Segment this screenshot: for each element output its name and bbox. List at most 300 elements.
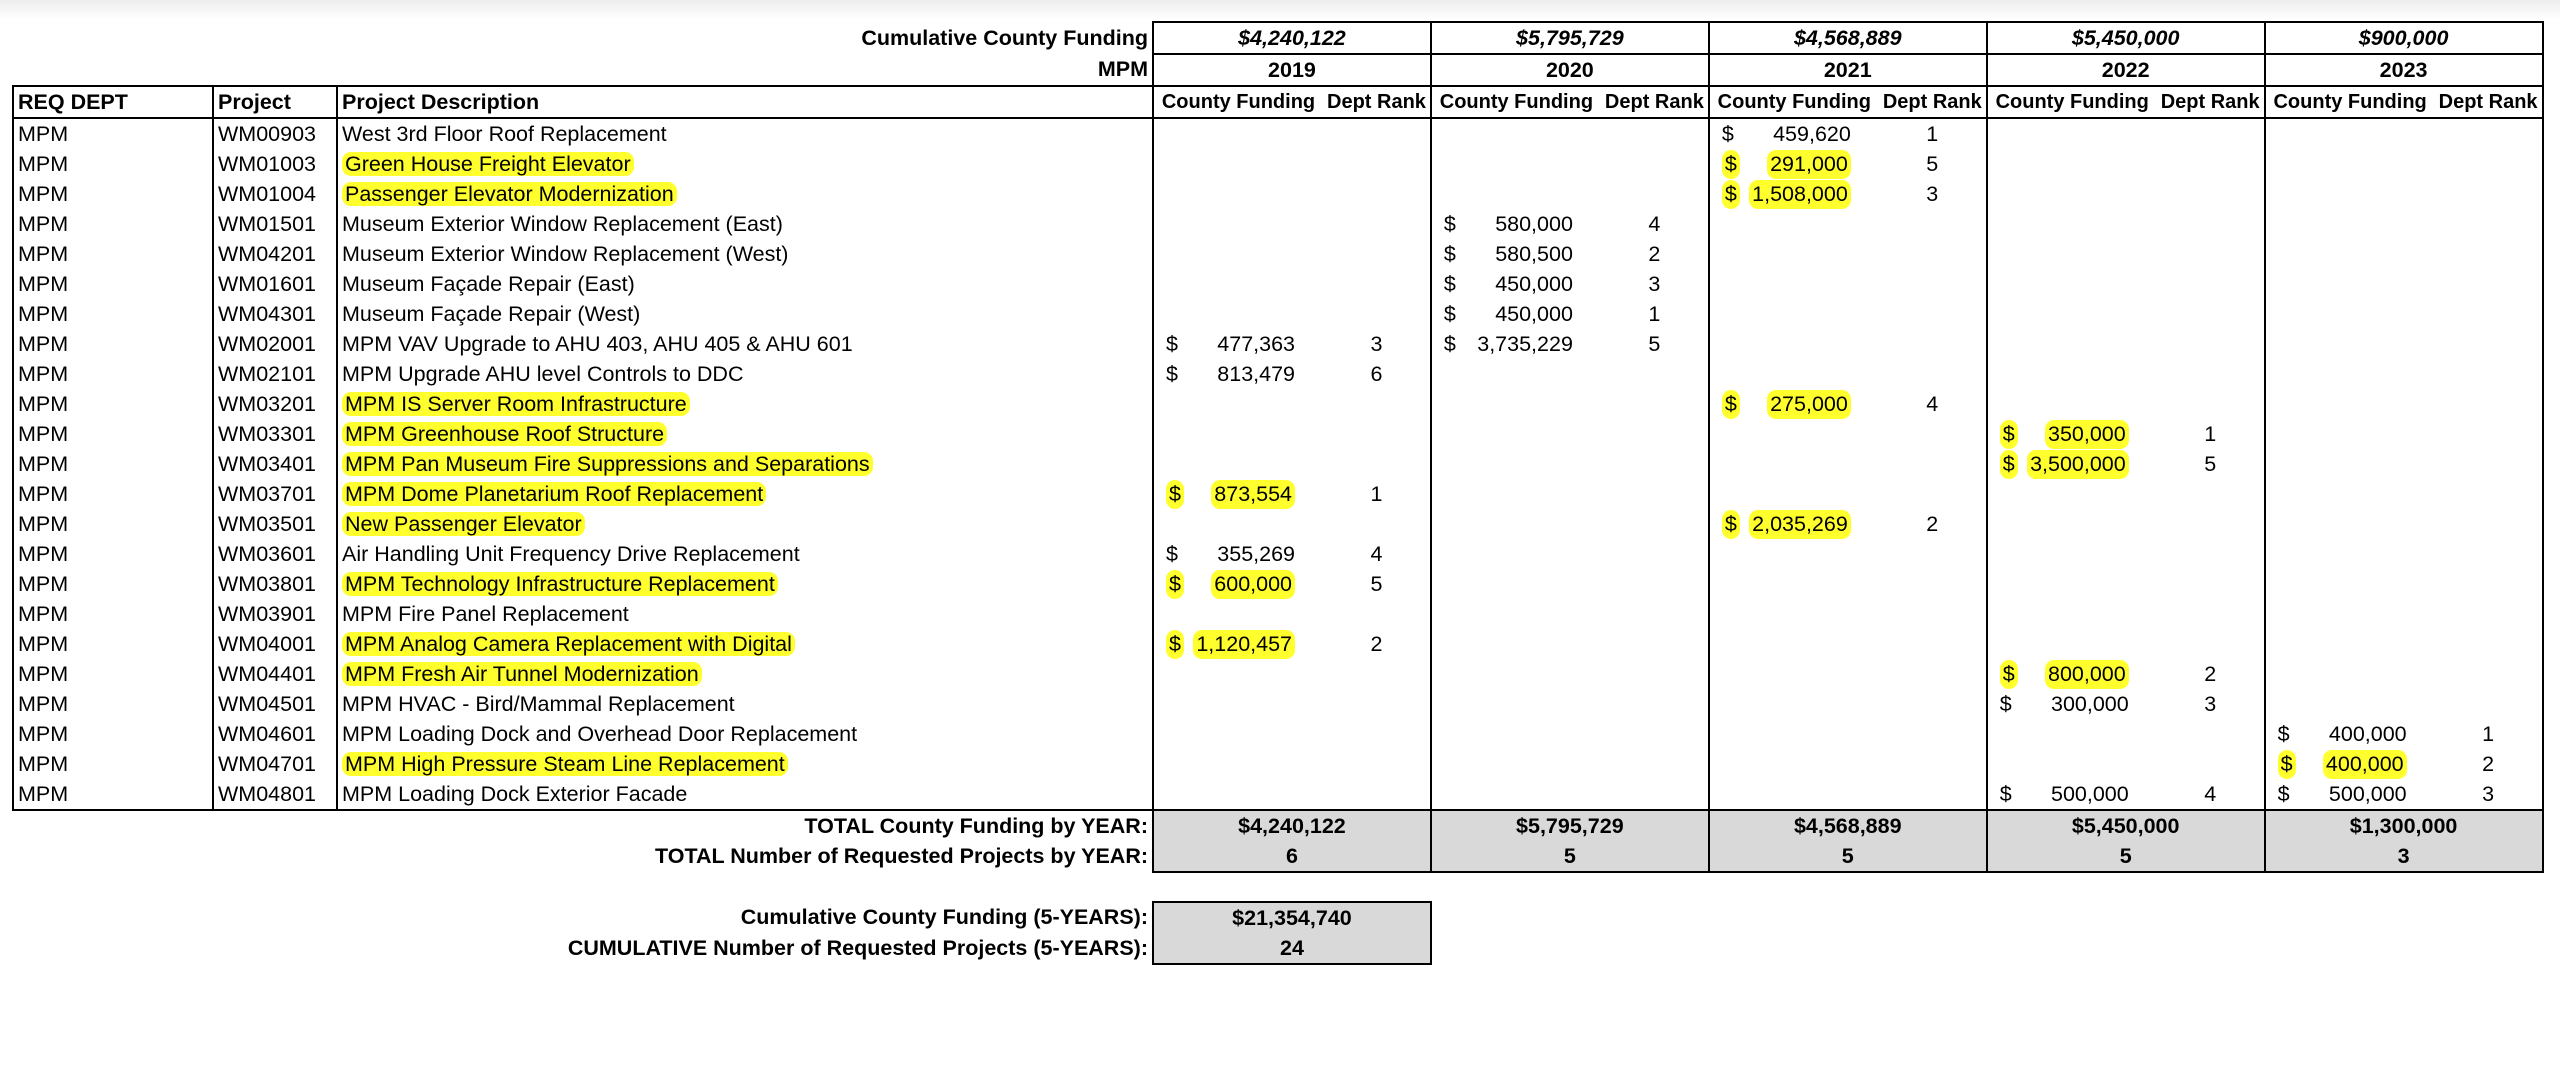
county-funding-cell xyxy=(2265,539,2435,569)
dept-rank-cell xyxy=(2157,149,2265,179)
project-description-text: MPM IS Server Room Infrastructure xyxy=(342,392,690,416)
county-funding-cell xyxy=(1709,479,1879,509)
total-count-row xyxy=(13,841,2543,872)
dept-rank-cell xyxy=(2435,179,2543,209)
table-row xyxy=(13,239,2543,269)
table-row xyxy=(13,149,2543,179)
project-description-text: MPM Upgrade AHU level Controls to DDC xyxy=(342,361,744,386)
dept-rank-cell xyxy=(2435,449,2543,479)
table-row xyxy=(13,329,2543,359)
dept-rank-cell xyxy=(1601,389,1709,419)
dept-rank-cell xyxy=(1879,749,1987,779)
project-description-text: Museum Exterior Window Replacement (East) xyxy=(342,211,783,236)
dept-rank-cell xyxy=(2157,749,2265,779)
dept-rank-cell: 4 xyxy=(1601,209,1709,239)
dept-rank-cell xyxy=(1601,419,1709,449)
dept-rank-cell xyxy=(1601,749,1709,779)
county-funding-cell xyxy=(1153,509,1323,539)
project-description-cell xyxy=(337,209,1153,239)
dept-rank-cell xyxy=(1879,449,1987,479)
table-row xyxy=(13,539,2543,569)
project-id-cell: WM01004 xyxy=(213,179,337,209)
dept-rank-cell xyxy=(1323,419,1431,449)
project-description-cell xyxy=(337,629,1153,659)
table-row xyxy=(13,509,2543,539)
year-header-row xyxy=(13,54,2543,86)
total-count-2020: 5 xyxy=(1431,841,1709,872)
project-description-cell xyxy=(337,749,1153,779)
currency-symbol: $ xyxy=(1443,241,1456,266)
project-id-cell: WM01601 xyxy=(213,269,337,299)
total-funding-2019: $4,240,122 xyxy=(1153,810,1431,841)
county-funding-cell xyxy=(2265,599,2435,629)
county-funding-cell xyxy=(1987,149,2157,179)
total-count-label: TOTAL Number of Requested Projects by YEAR: xyxy=(13,841,1153,872)
dept-rank-cell: 4 xyxy=(2157,779,2265,810)
dept-rank-cell xyxy=(2157,599,2265,629)
dept-rank-cell xyxy=(2435,629,2543,659)
dept-rank-cell xyxy=(2157,509,2265,539)
county-funding-cell xyxy=(1431,569,1601,599)
col-req-dept: REQ DEPT xyxy=(13,86,213,118)
dept-rank-cell xyxy=(1601,118,1709,149)
dept-rank-cell xyxy=(2435,659,2543,689)
currency-symbol: $ xyxy=(1722,510,1740,539)
county-funding-cell xyxy=(1153,209,1323,239)
county-funding-cell xyxy=(1709,149,1879,179)
county-funding-cell xyxy=(1709,359,1879,389)
project-description-text: MPM Fresh Air Tunnel Modernization xyxy=(342,662,702,686)
county-funding-cell xyxy=(1431,719,1601,749)
project-description-cell xyxy=(337,719,1153,749)
county-funding-cell xyxy=(1709,269,1879,299)
dept-rank-cell xyxy=(1879,599,1987,629)
table-row xyxy=(13,359,2543,389)
req-dept-cell: MPM xyxy=(13,599,213,629)
dept-rank-cell: 1 xyxy=(1879,118,1987,149)
dept-rank-cell xyxy=(1323,118,1431,149)
dept-rank-cell xyxy=(1601,359,1709,389)
county-funding-cell xyxy=(2265,329,2435,359)
county-funding-cell xyxy=(1987,689,2157,719)
dept-rank-cell xyxy=(2435,118,2543,149)
cumulative-funding-value: $21,354,740 xyxy=(1153,902,1431,933)
project-id-cell: WM03501 xyxy=(213,509,337,539)
dept-rank-cell: 2 xyxy=(1879,509,1987,539)
currency-symbol: $ xyxy=(1999,781,2012,806)
county-funding-cell xyxy=(1431,329,1601,359)
table-row xyxy=(13,209,2543,239)
county-funding-cell xyxy=(1431,659,1601,689)
county-funding-cell xyxy=(1987,269,2157,299)
funding-amount: 477,363 xyxy=(1217,331,1295,356)
dept-rank-cell: 2 xyxy=(2435,749,2543,779)
dept-rank-cell xyxy=(1879,239,1987,269)
county-funding-cell xyxy=(1987,479,2157,509)
project-description-cell xyxy=(337,299,1153,329)
county-funding-cell xyxy=(1709,509,1879,539)
req-dept-cell: MPM xyxy=(13,779,213,810)
county-funding-cell xyxy=(1987,719,2157,749)
dept-rank-cell: 6 xyxy=(1323,359,1431,389)
county-funding-cell xyxy=(2265,479,2435,509)
col-county-funding-2022: County Funding xyxy=(1987,86,2157,118)
county-funding-cell xyxy=(1709,239,1879,269)
project-id-cell: WM04601 xyxy=(213,719,337,749)
dept-rank-cell xyxy=(1879,359,1987,389)
table-row xyxy=(13,179,2543,209)
county-funding-cell xyxy=(1987,569,2157,599)
dept-rank-cell xyxy=(2157,239,2265,269)
currency-symbol: $ xyxy=(1999,691,2012,716)
dept-rank-cell xyxy=(2157,719,2265,749)
dept-rank-cell xyxy=(2157,329,2265,359)
req-dept-cell: MPM xyxy=(13,719,213,749)
county-funding-cell xyxy=(1709,329,1879,359)
project-description-cell xyxy=(337,419,1153,449)
table-row xyxy=(13,269,2543,299)
currency-symbol: $ xyxy=(1443,301,1456,326)
county-funding-cell xyxy=(1987,209,2157,239)
project-description-cell xyxy=(337,359,1153,389)
total-funding-row xyxy=(13,810,2543,841)
county-funding-cell xyxy=(2265,149,2435,179)
dept-rank-cell xyxy=(1879,419,1987,449)
col-dept-rank-2021: Dept Rank xyxy=(1879,86,1987,118)
project-description-cell xyxy=(337,599,1153,629)
table-row xyxy=(13,689,2543,719)
currency-symbol: $ xyxy=(2000,450,2018,479)
currency-symbol: $ xyxy=(1721,121,1734,146)
dept-rank-cell: 1 xyxy=(1323,479,1431,509)
dept-rank-cell: 1 xyxy=(2435,719,2543,749)
dept-rank-cell xyxy=(1601,569,1709,599)
dept-rank-cell xyxy=(1601,479,1709,509)
table-row xyxy=(13,779,2543,810)
req-dept-cell: MPM xyxy=(13,149,213,179)
table-row xyxy=(13,118,2543,149)
req-dept-cell: MPM xyxy=(13,509,213,539)
project-id-cell: WM03601 xyxy=(213,539,337,569)
project-id-cell: WM03901 xyxy=(213,599,337,629)
county-funding-cell xyxy=(2265,359,2435,389)
county-funding-cell xyxy=(1431,118,1601,149)
req-dept-cell: MPM xyxy=(13,659,213,689)
county-funding-cell xyxy=(1709,539,1879,569)
funding-amount: 813,479 xyxy=(1217,361,1295,386)
project-description-text: West 3rd Floor Roof Replacement xyxy=(342,121,667,146)
project-description-cell xyxy=(337,569,1153,599)
county-funding-cell xyxy=(1987,118,2157,149)
county-funding-cell xyxy=(1431,179,1601,209)
cumulative-label: Cumulative County Funding xyxy=(13,22,1153,54)
cumulative-count-row xyxy=(13,933,2543,964)
county-funding-cell xyxy=(1153,389,1323,419)
county-funding-cell xyxy=(1431,479,1601,509)
dept-rank-cell xyxy=(1879,629,1987,659)
project-description-cell xyxy=(337,509,1153,539)
county-funding-cell xyxy=(1153,179,1323,209)
project-description-text: MPM Fire Panel Replacement xyxy=(342,601,629,626)
total-count-2021: 5 xyxy=(1709,841,1987,872)
table-row xyxy=(13,719,2543,749)
county-funding-cell xyxy=(2265,179,2435,209)
county-funding-cell xyxy=(1987,629,2157,659)
county-funding-cell xyxy=(1431,419,1601,449)
county-funding-cell xyxy=(2265,749,2435,779)
req-dept-cell: MPM xyxy=(13,179,213,209)
funding-amount: 459,620 xyxy=(1773,121,1851,146)
dept-rank-cell xyxy=(2435,209,2543,239)
county-funding-cell xyxy=(1431,389,1601,419)
dept-rank-cell xyxy=(1323,299,1431,329)
county-funding-cell xyxy=(1709,719,1879,749)
currency-symbol: $ xyxy=(2278,750,2296,779)
funding-amount: 1,120,457 xyxy=(1193,630,1295,659)
currency-symbol: $ xyxy=(1166,331,1178,356)
county-funding-cell xyxy=(1153,239,1323,269)
county-funding-cell xyxy=(1431,599,1601,629)
county-funding-cell xyxy=(1987,239,2157,269)
dept-rank-cell: 3 xyxy=(2435,779,2543,810)
dept-rank-cell: 4 xyxy=(1323,539,1431,569)
dept-rank-cell xyxy=(2157,479,2265,509)
req-dept-cell: MPM xyxy=(13,449,213,479)
project-id-cell: WM01003 xyxy=(213,149,337,179)
cumulative-2023: $900,000 xyxy=(2265,22,2543,54)
dept-rank-cell xyxy=(2435,479,2543,509)
county-funding-cell xyxy=(1153,479,1323,509)
currency-symbol: $ xyxy=(1443,331,1456,356)
year-2021: 2021 xyxy=(1709,54,1987,86)
county-funding-cell xyxy=(1709,749,1879,779)
dept-rank-cell xyxy=(2157,118,2265,149)
col-dept-rank-2020: Dept Rank xyxy=(1601,86,1709,118)
table-row xyxy=(13,659,2543,689)
county-funding-cell xyxy=(1153,779,1323,810)
project-description-text: MPM Loading Dock and Overhead Door Replacement xyxy=(342,721,858,746)
dept-rank-cell xyxy=(1323,209,1431,239)
county-funding-cell xyxy=(1709,299,1879,329)
county-funding-cell xyxy=(2265,419,2435,449)
dept-rank-cell xyxy=(2157,389,2265,419)
county-funding-cell xyxy=(1431,749,1601,779)
project-description-text: MPM HVAC - Bird/Mammal Replacement xyxy=(342,691,735,716)
col-county-funding-2023: County Funding xyxy=(2265,86,2435,118)
county-funding-cell xyxy=(1153,269,1323,299)
dept-rank-cell: 2 xyxy=(1601,239,1709,269)
project-id-cell: WM04701 xyxy=(213,749,337,779)
dept-rank-cell xyxy=(2435,149,2543,179)
project-description-cell xyxy=(337,449,1153,479)
dept-rank-cell xyxy=(2435,419,2543,449)
project-id-cell: WM01501 xyxy=(213,209,337,239)
total-funding-2022: $5,450,000 xyxy=(1987,810,2265,841)
project-description-cell xyxy=(337,689,1153,719)
county-funding-cell xyxy=(2265,449,2435,479)
funding-amount: 500,000 xyxy=(2328,781,2407,806)
currency-symbol: $ xyxy=(1722,150,1740,179)
funding-amount: 2,035,269 xyxy=(1749,510,1851,539)
dept-rank-cell: 5 xyxy=(1601,329,1709,359)
project-id-cell: WM02001 xyxy=(213,329,337,359)
req-dept-cell: MPM xyxy=(13,629,213,659)
county-funding-cell xyxy=(1709,209,1879,239)
county-funding-cell xyxy=(1709,629,1879,659)
county-funding-cell xyxy=(1431,539,1601,569)
county-funding-cell xyxy=(2265,269,2435,299)
total-funding-2023: $1,300,000 xyxy=(2265,810,2543,841)
currency-symbol: $ xyxy=(2277,781,2290,806)
project-id-cell: WM03801 xyxy=(213,569,337,599)
cumulative-count-value: 24 xyxy=(1153,933,1431,964)
table-row xyxy=(13,419,2543,449)
county-funding-cell xyxy=(1987,179,2157,209)
dept-rank-cell xyxy=(2435,299,2543,329)
county-funding-cell xyxy=(1431,239,1601,269)
funding-table xyxy=(12,21,2544,965)
county-funding-cell xyxy=(1987,539,2157,569)
currency-symbol: $ xyxy=(1722,390,1740,419)
dept-rank-cell xyxy=(1879,779,1987,810)
funding-amount: 300,000 xyxy=(2051,691,2129,716)
dept-rank-cell: 2 xyxy=(2157,659,2265,689)
dept-rank-cell: 3 xyxy=(2157,689,2265,719)
dept-rank-cell: 4 xyxy=(1879,389,1987,419)
county-funding-cell xyxy=(2265,689,2435,719)
county-funding-cell xyxy=(1709,389,1879,419)
dept-rank-cell xyxy=(1601,779,1709,810)
dept-rank-cell xyxy=(2157,299,2265,329)
col-dept-rank-2019: Dept Rank xyxy=(1323,86,1431,118)
dept-rank-cell xyxy=(2435,389,2543,419)
county-funding-cell xyxy=(1431,449,1601,479)
county-funding-cell xyxy=(1431,689,1601,719)
county-funding-cell xyxy=(2265,118,2435,149)
funding-amount: 873,554 xyxy=(1211,480,1295,509)
dept-rank-cell: 3 xyxy=(1879,179,1987,209)
project-description-text: MPM VAV Upgrade to AHU 403, AHU 405 & AHU 601 xyxy=(342,331,853,356)
dept-rank-cell: 1 xyxy=(2157,419,2265,449)
county-funding-cell xyxy=(1153,419,1323,449)
req-dept-cell: MPM xyxy=(13,239,213,269)
project-description-text: Museum Façade Repair (East) xyxy=(342,271,635,296)
project-description-cell xyxy=(337,269,1153,299)
currency-symbol: $ xyxy=(2000,660,2018,689)
table-row xyxy=(13,629,2543,659)
project-description-text: MPM Greenhouse Roof Structure xyxy=(342,422,667,446)
dept-rank-cell xyxy=(1879,299,1987,329)
funding-amount: 400,000 xyxy=(2328,721,2407,746)
table-row xyxy=(13,599,2543,629)
county-funding-cell xyxy=(1153,149,1323,179)
req-dept-cell: MPM xyxy=(13,539,213,569)
project-id-cell: WM03701 xyxy=(213,479,337,509)
dept-rank-cell xyxy=(1879,329,1987,359)
county-funding-cell xyxy=(1987,329,2157,359)
spacer-row xyxy=(13,872,2543,902)
dept-rank-cell: 5 xyxy=(1323,569,1431,599)
req-dept-cell: MPM xyxy=(13,479,213,509)
county-funding-cell xyxy=(1709,419,1879,449)
county-funding-cell xyxy=(1431,779,1601,810)
project-id-cell: WM04801 xyxy=(213,779,337,810)
project-description-text: MPM High Pressure Steam Line Replacement xyxy=(342,752,788,776)
county-funding-cell xyxy=(1987,359,2157,389)
dept-rank-cell xyxy=(1601,719,1709,749)
req-dept-cell: MPM xyxy=(13,118,213,149)
dept-rank-cell: 3 xyxy=(1323,329,1431,359)
county-funding-cell xyxy=(1431,209,1601,239)
project-id-cell: WM04301 xyxy=(213,299,337,329)
col-county-funding-2019: County Funding xyxy=(1153,86,1323,118)
currency-symbol: $ xyxy=(1443,211,1456,236)
currency-symbol: $ xyxy=(2000,420,2018,449)
project-description-text: Green House Freight Elevator xyxy=(342,152,634,176)
col-dept-rank-2022: Dept Rank xyxy=(2157,86,2265,118)
funding-amount: 400,000 xyxy=(2323,750,2407,779)
table-row xyxy=(13,479,2543,509)
project-description-text: Air Handling Unit Frequency Drive Replacement xyxy=(342,541,800,566)
county-funding-cell xyxy=(2265,389,2435,419)
total-funding-2021: $4,568,889 xyxy=(1709,810,1987,841)
funding-amount: 3,500,000 xyxy=(2027,450,2129,479)
dept-rank-cell xyxy=(1323,269,1431,299)
dept-rank-cell xyxy=(1879,659,1987,689)
funding-amount: 350,000 xyxy=(2045,420,2129,449)
project-id-cell: WM04201 xyxy=(213,239,337,269)
dept-rank-cell xyxy=(2435,539,2543,569)
county-funding-cell xyxy=(1709,569,1879,599)
county-funding-cell xyxy=(1709,659,1879,689)
county-funding-cell xyxy=(1153,329,1323,359)
req-dept-cell: MPM xyxy=(13,329,213,359)
project-id-cell: WM03401 xyxy=(213,449,337,479)
project-description-cell xyxy=(337,179,1153,209)
project-description-cell xyxy=(337,779,1153,810)
project-id-cell: WM04001 xyxy=(213,629,337,659)
currency-symbol: $ xyxy=(1166,480,1184,509)
county-funding-cell xyxy=(1987,419,2157,449)
county-funding-cell xyxy=(2265,569,2435,599)
dept-rank-cell: 5 xyxy=(2157,449,2265,479)
dept-rank-cell xyxy=(1879,209,1987,239)
dept-rank-cell xyxy=(1323,179,1431,209)
county-funding-cell xyxy=(1987,449,2157,479)
county-funding-cell xyxy=(2265,719,2435,749)
county-funding-cell xyxy=(2265,779,2435,810)
col-dept-rank-2023: Dept Rank xyxy=(2435,86,2543,118)
dept-rank-cell xyxy=(2157,629,2265,659)
dept-rank-cell xyxy=(1323,689,1431,719)
funding-amount: 275,000 xyxy=(1767,390,1851,419)
county-funding-cell xyxy=(1987,659,2157,689)
project-description-cell xyxy=(337,118,1153,149)
top-shadow xyxy=(0,0,2560,20)
req-dept-cell: MPM xyxy=(13,359,213,389)
project-id-cell: WM03201 xyxy=(213,389,337,419)
dept-rank-cell xyxy=(2435,329,2543,359)
req-dept-cell: MPM xyxy=(13,689,213,719)
dept-rank-cell xyxy=(1323,509,1431,539)
cumulative-funding-label: Cumulative County Funding (5-YEARS): xyxy=(13,902,1153,933)
project-description-cell xyxy=(337,539,1153,569)
dept-rank-cell xyxy=(1879,269,1987,299)
dept-rank-cell xyxy=(2435,269,2543,299)
county-funding-cell xyxy=(1153,749,1323,779)
project-id-cell: WM00903 xyxy=(213,118,337,149)
total-funding-2020: $5,795,729 xyxy=(1431,810,1709,841)
